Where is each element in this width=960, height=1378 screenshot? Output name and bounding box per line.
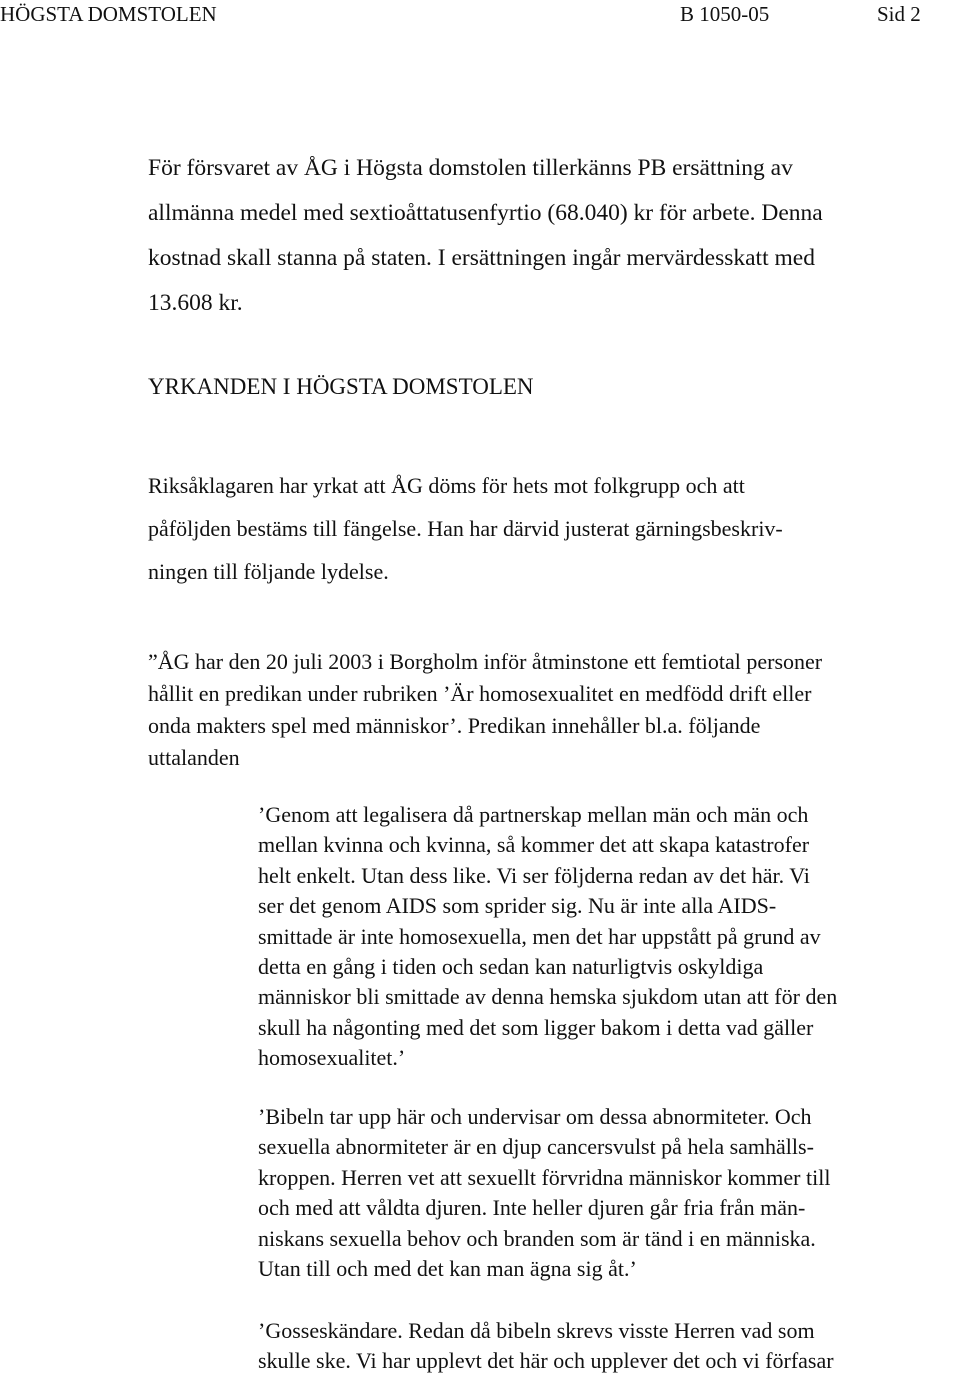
- text-line: onda makters spel med människor’. Predikan innehåller bl.a. följande: [148, 713, 761, 738]
- quote-block-1: [258, 800, 837, 1074]
- quote-line: ’Bibeln tar upp här och undervisar om dessa abnormiteter. Och: [258, 1104, 812, 1129]
- quote-line: helt enkelt. Utan dess like. Vi ser följderna redan av det här. Vi: [258, 862, 810, 888]
- quote-line: mellan kvinna och kvinna, så kommer det att skapa katastrofer: [258, 832, 810, 858]
- text-line: allmänna medel med sextioåttatusenfyrtio (68.040) kr för arbete. Denna: [148, 200, 823, 226]
- text-line: ningen till följande lydelse.: [148, 559, 389, 584]
- page-header: [0, 2, 960, 34]
- text-line: hållit en predikan under rubriken ’Är homosexualitet en medfödd drift eller: [148, 681, 812, 706]
- text-line: kostnad skall stanna på staten. I ersättningen ingår mervärdesskatt med: [148, 245, 815, 271]
- quote-line: detta en gång i tiden och sedan kan naturligtvis oskyldiga: [258, 954, 764, 980]
- text-line: 13.608 kr.: [148, 290, 243, 316]
- text-line: uttalanden: [148, 745, 240, 770]
- quote-line: Utan till och med det kan man ägna sig åt.’: [258, 1256, 637, 1282]
- quote-line: ser det genom AIDS som sprider sig. Nu är inte alla AIDS-: [258, 893, 777, 919]
- text-line: påföljden bestäms till fängelse. Han har därvid justerat gärningsbeskriv-: [148, 516, 783, 541]
- prosecutor-claims-paragraph: [148, 464, 783, 593]
- quote-line: skulle ske. Vi har upplevt det här och upplever det och vi förfasar: [258, 1348, 834, 1374]
- charge-description: [148, 646, 822, 774]
- quote-line: smittade är inte homosexuella, men det har uppstått på grund av: [258, 923, 821, 949]
- text-line: Riksåklagaren har yrkat att ÅG döms för hets mot folkgrupp och att: [148, 473, 745, 498]
- quote-block-2: [258, 1102, 830, 1284]
- quote-line: skull ha någonting med det som ligger bakom i detta vad gäller: [258, 1014, 814, 1040]
- text-line: För försvaret av ÅG i Högsta domstolen tillerkänns PB ersättning av: [148, 155, 793, 181]
- quote-line: ’Gosseskändare. Redan då bibeln skrevs visste Herren vad som: [258, 1318, 815, 1343]
- page-number: Sid 2: [877, 2, 921, 26]
- quote-line: kroppen. Herren vet att sexuellt förvridna människor kommer till: [258, 1164, 831, 1190]
- quote-line: sexuella abnormiteter är en djup cancersvulst på hela samhälls-: [258, 1134, 814, 1160]
- quote-block-3: [258, 1316, 834, 1377]
- quote-line: och med att våldta djuren. Inte heller djuren går fria från män-: [258, 1195, 806, 1221]
- compensation-paragraph: [148, 146, 823, 326]
- quote-line: niskans sexuella behov och branden som är tänd i en människa.: [258, 1225, 816, 1251]
- text-line: ”ÅG har den 20 juli 2003 i Borgholm inför åtminstone ett femtiotal personer: [148, 649, 823, 674]
- quote-line: människor bli smittade av denna hemska sjukdom utan att för den: [258, 984, 838, 1010]
- court-name: HÖGSTA DOMSTOLEN: [0, 2, 217, 26]
- quote-line: ’Genom att legalisera då partnerskap mellan män och män och: [258, 802, 809, 827]
- case-number: B 1050-05: [680, 2, 770, 26]
- quote-line: homosexualitet.’: [258, 1045, 406, 1071]
- section-heading: YRKANDEN I HÖGSTA DOMSTOLEN: [148, 374, 534, 399]
